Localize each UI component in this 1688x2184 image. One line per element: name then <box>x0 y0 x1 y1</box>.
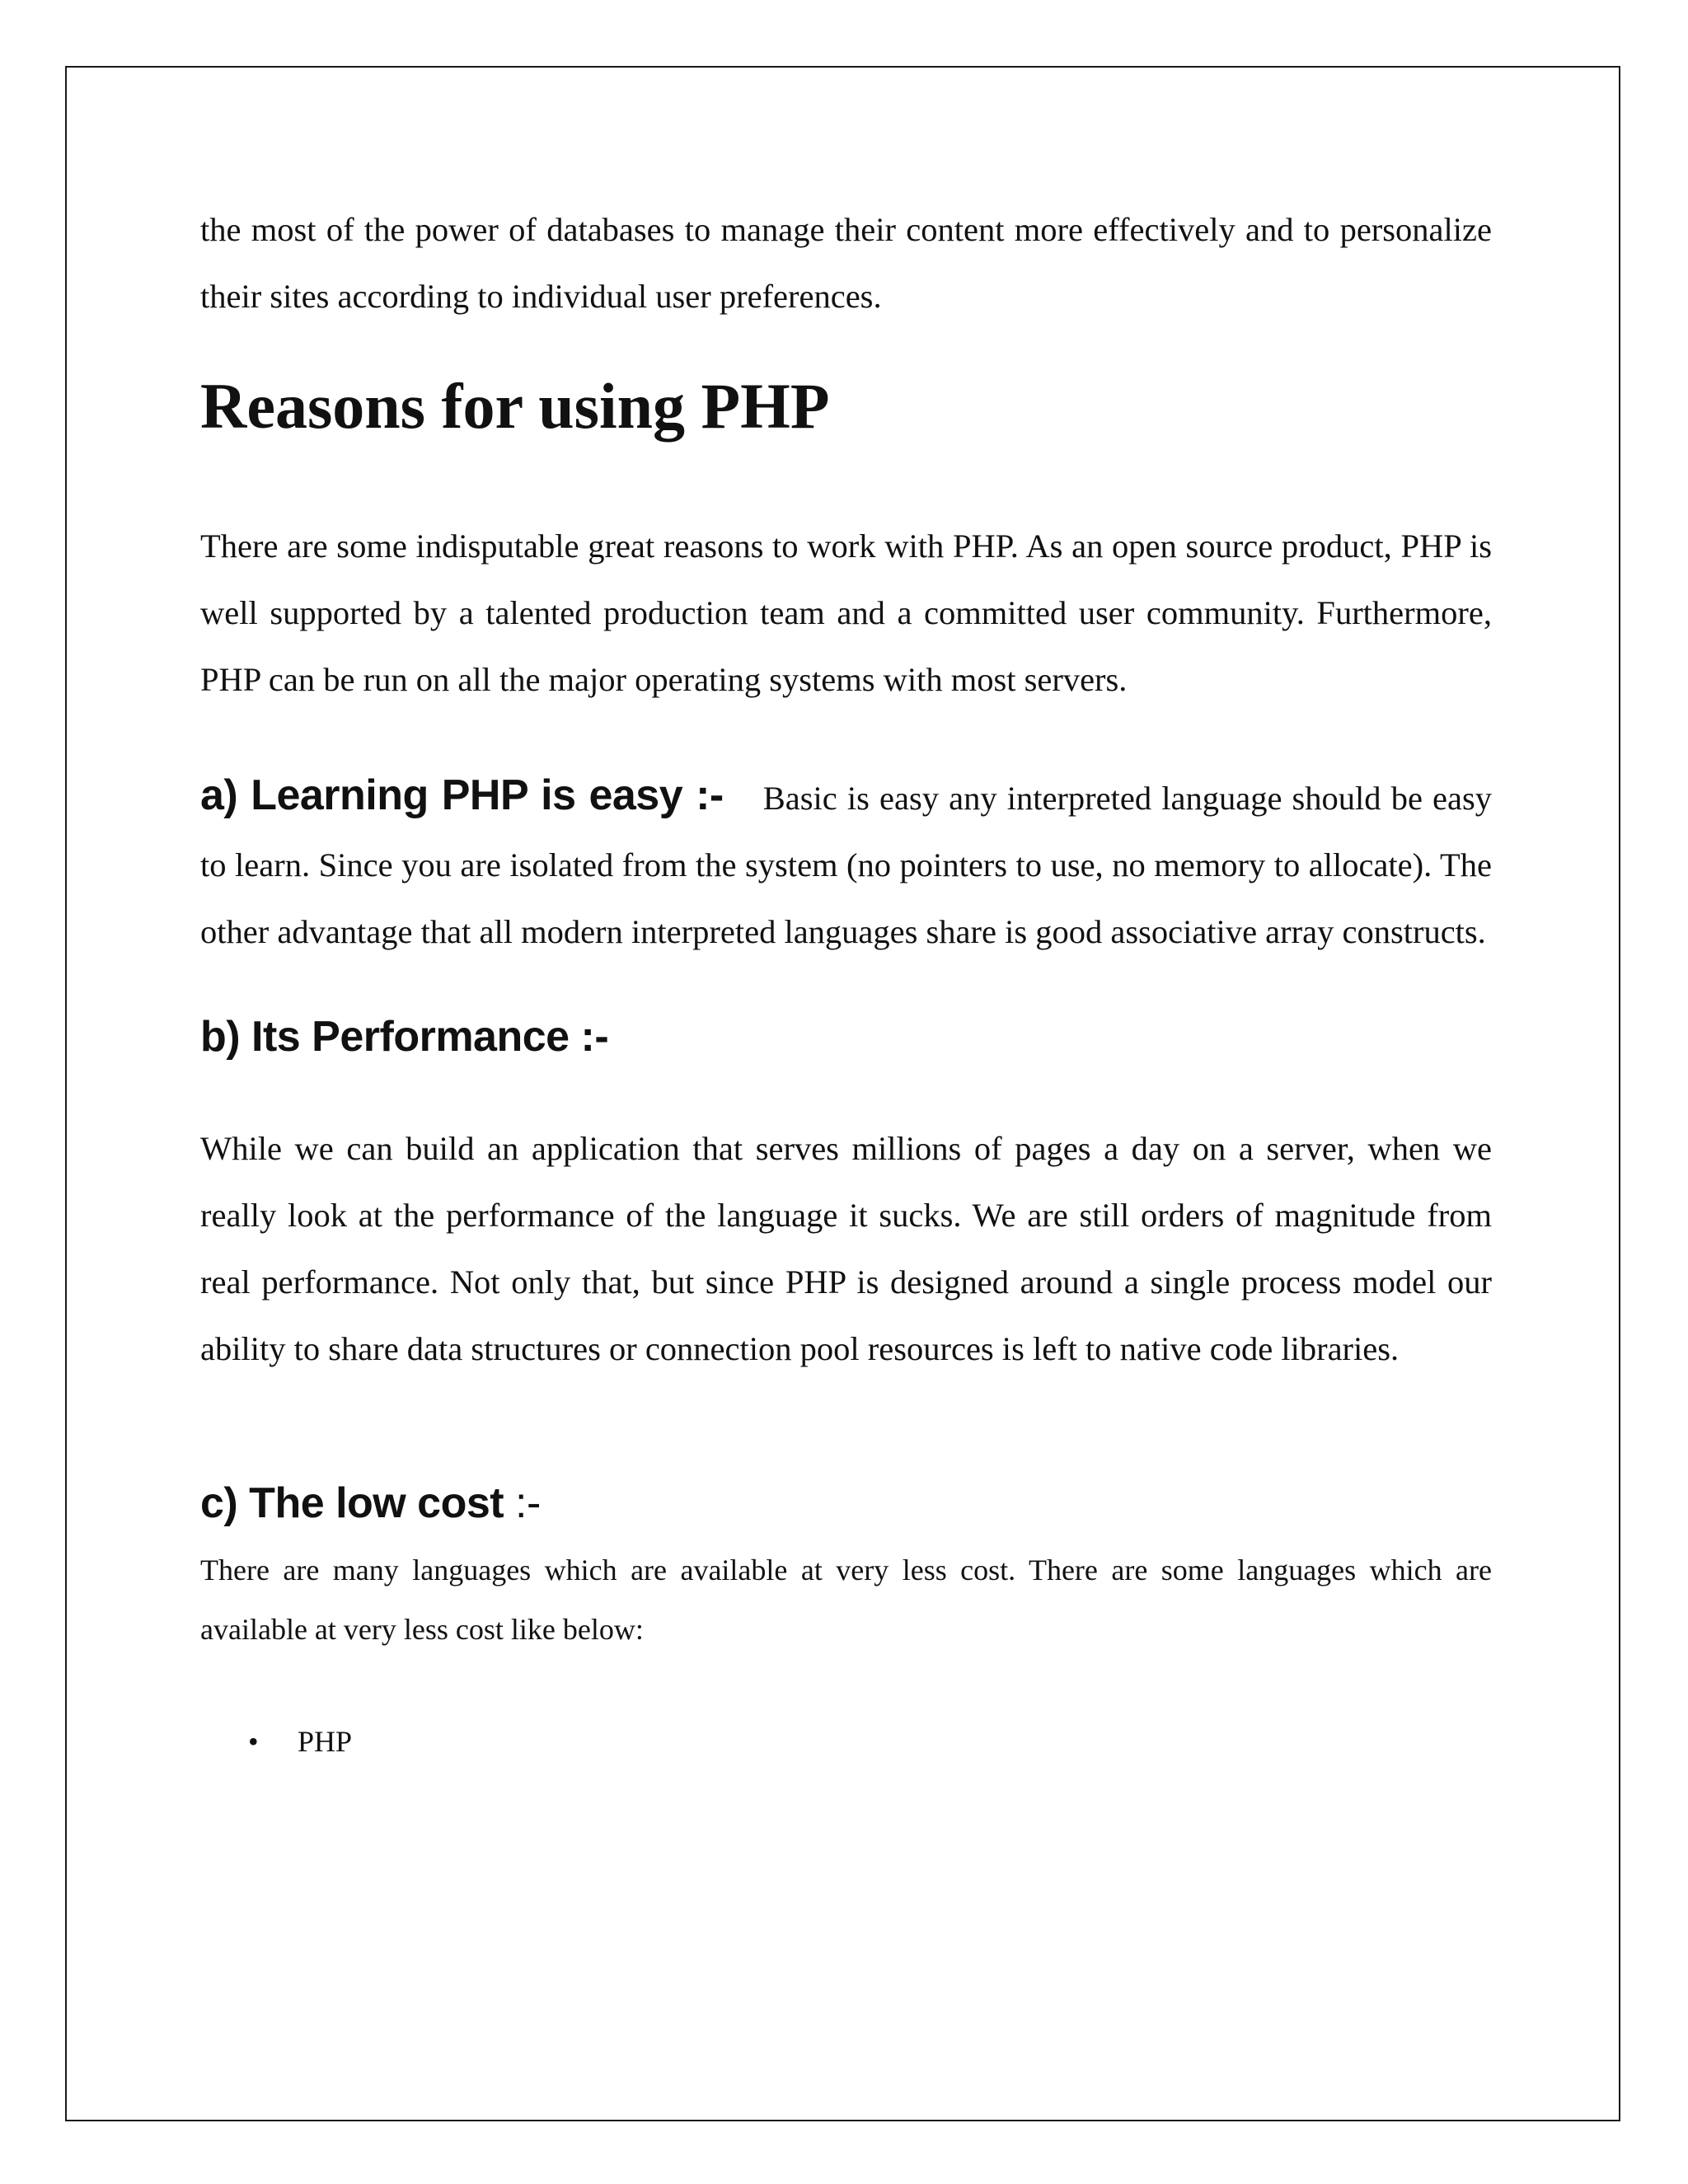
section-a-text: Basic is easy any interpreted language should be easy to learn. Since you are isolated from the system (no pointers to use, no memory to allocate). The other advantage that all modern interpreted languages share is good associative array constructs. <box>200 780 1493 950</box>
section-b-paragraph: While we can build an application that serves millions of pages a day on a server, when we really look at the performance of the language it sucks. We are still orders of magnitude from real performance. Not only that, but since PHP is designed around a single process model our ability to share data structures or connection pool resources is left to native code libraries. <box>200 1130 1492 1367</box>
language-list <box>200 1717 1492 1766</box>
intro-paragraph: the most of the power of databases to manage their content more effectively and to personalize their sites according to individual user preferences. <box>200 211 1492 315</box>
section-a-heading: a) Learning PHP is easy :- <box>200 771 724 819</box>
list-item-label: PHP <box>298 1725 353 1758</box>
section-c-heading <box>200 1474 1492 1532</box>
document-content <box>200 196 1492 1766</box>
section-a-paragraph <box>200 762 1492 965</box>
bullet-icon: • <box>248 1725 259 1758</box>
section-c-heading-text: c) The low cost <box>200 1479 504 1527</box>
section-c-heading-suffix: :- <box>504 1479 541 1527</box>
main-heading: Reasons for using PHP <box>200 370 830 442</box>
reasons-paragraph: There are some indisputable great reasons to work with PHP. As an open source product, PHP is well supported by a talented production team and a committed user community. Furthermore, PHP can be run on all the major operating systems with most servers. <box>200 527 1492 698</box>
section-c-paragraph: There are many languages which are available at very less cost. There are some languages which are available at very less cost like below: <box>200 1554 1492 1646</box>
section-b-heading: b) Its Performance :- <box>200 1013 609 1061</box>
list-item <box>200 1717 1492 1766</box>
